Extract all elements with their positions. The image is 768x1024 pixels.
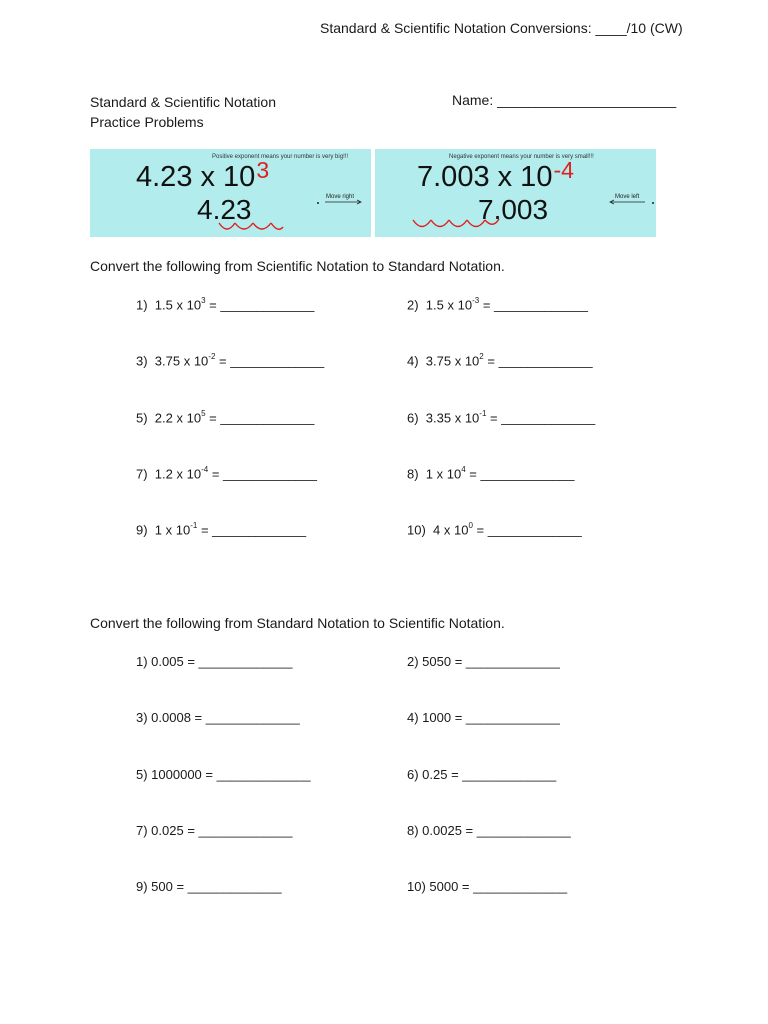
sci-to-std-problem-2: 2) 1.5 x $10^{-3}$ = _____________ bbox=[407, 296, 589, 313]
page-header-title: Standard & Scientific Notation Conversions: ____/10 (CW) bbox=[320, 20, 683, 36]
sci-to-std-problem-3: 3) 3.75 x $10^{-2}$ = _____________ bbox=[136, 352, 325, 369]
section1-instructions: Convert the following from Scientific Notation to Standard Notation. bbox=[90, 258, 505, 274]
move-left-arrow-icon bbox=[607, 199, 656, 207]
name-field: Name: _______________________ bbox=[452, 92, 677, 108]
std-to-sci-problem-8: 8) 0.0025 = _____________ bbox=[407, 823, 571, 838]
move-right-label: Move right bbox=[326, 194, 355, 200]
sci-to-std-problem-10: 10) 4 x $10^0$ = _____________ bbox=[407, 521, 582, 538]
decimal-hop-arcs-icon bbox=[411, 217, 503, 233]
expression-exponent: -4 bbox=[553, 157, 574, 183]
sci-to-std-problem-7: 7) 1.2 x $10^{-4}$ = _____________ bbox=[136, 465, 318, 482]
std-to-sci-problem-3: 3) 0.0008 = _____________ bbox=[136, 710, 300, 725]
sci-to-std-problem-9: 9) 1 x $10^{-1}$ = _____________ bbox=[136, 521, 307, 538]
decimal-hop-arcs-icon bbox=[216, 221, 288, 235]
negative-expression bbox=[417, 157, 574, 194]
expression-number: 7.003 bbox=[478, 194, 549, 225]
section2-instructions: Convert the following from Standard Notation to Scientific Notation. bbox=[90, 615, 505, 631]
expression-number: 4.23 bbox=[197, 194, 252, 225]
sci-to-std-problem-8: 8) 1 x $10^4$ = _____________ bbox=[407, 465, 575, 482]
subtitle-line-2: Practice Problems bbox=[90, 114, 204, 130]
sci-to-std-problem-5: 5) 2.2 x $10^5$ = _____________ bbox=[136, 409, 315, 426]
expression-exponent: 3 bbox=[256, 157, 270, 183]
sci-to-std-problem-4: 4) 3.75 x $10^2$ = _____________ bbox=[407, 352, 593, 369]
std-to-sci-problem-1: 1) 0.005 = _____________ bbox=[136, 654, 293, 669]
expression-base: 4.23 x 10 bbox=[136, 161, 256, 193]
negative-exponent-example bbox=[375, 149, 656, 237]
positive-expression bbox=[136, 157, 270, 194]
expression-base: 7.003 x 10 bbox=[417, 161, 553, 193]
std-to-sci-problem-6: 6) 0.25 = _____________ bbox=[407, 767, 557, 782]
std-to-sci-problem-2: 2) 5050 = _____________ bbox=[407, 654, 560, 669]
subtitle-line-1: Standard & Scientific Notation bbox=[90, 94, 276, 110]
worksheet-subtitle bbox=[90, 92, 276, 132]
positive-exponent-example bbox=[90, 149, 371, 237]
std-to-sci-problem-9: 9) 500 = _____________ bbox=[136, 879, 282, 894]
negative-exponent-note: Negative exponent means your number is very small!!! bbox=[449, 154, 594, 160]
std-to-sci-problem-7: 7) 0.025 = _____________ bbox=[136, 823, 293, 838]
positive-exponent-note: Positive exponent means your number is very big!!! bbox=[212, 154, 349, 160]
move-right-arrow-icon bbox=[316, 199, 366, 207]
sci-to-std-problem-6: 6) 3.35 x $10^{-1}$ = _____________ bbox=[407, 409, 596, 426]
std-to-sci-problem-4: 4) 1000 = _____________ bbox=[407, 710, 560, 725]
std-to-sci-problem-5: 5) 1000000 = _____________ bbox=[136, 767, 311, 782]
std-to-sci-problem-10: 10) 5000 = _____________ bbox=[407, 879, 568, 894]
sci-to-std-problem-1: 1) 1.5 x $10^3$ = _____________ bbox=[136, 296, 315, 313]
move-left-label: Move left bbox=[615, 194, 640, 200]
